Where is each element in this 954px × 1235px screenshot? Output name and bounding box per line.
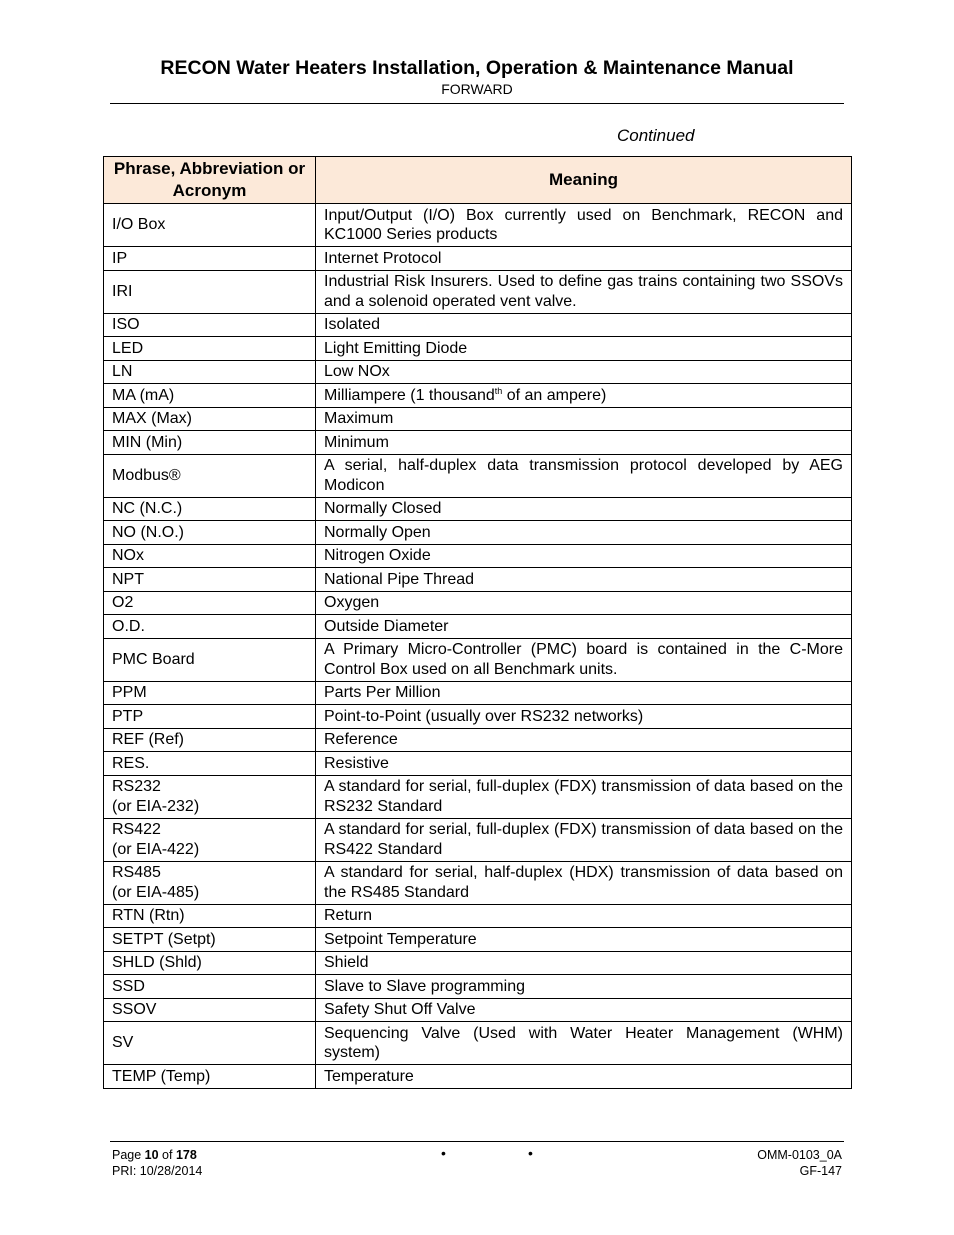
table-row — [104, 1022, 852, 1065]
meaning-cell — [316, 705, 852, 729]
meaning-cell — [316, 728, 852, 752]
meaning-text: Temperature — [324, 1067, 414, 1085]
term-text: NC (N.C.) — [112, 500, 183, 517]
table-row — [104, 951, 852, 975]
term-cell — [104, 775, 316, 818]
footer-bullet-left: • — [441, 1145, 446, 1161]
continued-label: Continued — [617, 126, 695, 145]
meaning-text: A standard for serial, full-duplex (FDX) transmission of data based on the RS422 Standard — [324, 821, 843, 858]
term-text: O.D. — [112, 617, 145, 635]
term-text: PMC Board — [112, 650, 195, 668]
meaning-cell — [316, 615, 852, 639]
table-row — [104, 818, 852, 861]
term-cell — [104, 247, 316, 271]
term-cell — [104, 337, 316, 361]
term-cell — [104, 615, 316, 639]
meaning-cell — [316, 752, 852, 776]
table-row — [104, 1065, 852, 1089]
term-text: RS232 — [112, 778, 161, 795]
document-title: RECON Water Heaters Installation, Operation & Maintenance Manual — [160, 57, 794, 79]
term-cell — [104, 681, 316, 705]
table-row — [104, 681, 852, 705]
meaning-text: Safety Shut Off Valve — [324, 1001, 476, 1018]
term-text: SSOV — [112, 1001, 157, 1018]
footer-right — [757, 1147, 842, 1179]
table-row — [104, 360, 852, 384]
meaning-text: Reference — [324, 731, 398, 748]
table-row — [104, 337, 852, 361]
term-text: NOx — [112, 547, 144, 564]
term-text: PTP — [112, 707, 144, 725]
term-alias-text: (or EIA-485) — [112, 883, 200, 901]
table-row — [104, 270, 852, 313]
table-row — [104, 861, 852, 904]
pri-date: PRI: 10/28/2014 — [112, 1164, 203, 1178]
term-cell — [104, 521, 316, 545]
table-row — [104, 998, 852, 1022]
meaning-cell — [316, 818, 852, 861]
term-text: O2 — [112, 594, 134, 611]
meaning-cell — [316, 638, 852, 681]
term-cell — [104, 904, 316, 928]
meaning-text: Resistive — [324, 754, 389, 772]
meaning-cell — [316, 975, 852, 999]
term-text: SHLD (Shld) — [112, 954, 202, 971]
term-text: MIN (Min) — [112, 433, 183, 451]
footer-divider — [110, 1141, 844, 1142]
term-cell — [104, 638, 316, 681]
term-text: MAX (Max) — [112, 410, 192, 427]
meaning-text: A serial, half-duplex data transmission protocol developed by AEG Modicon — [324, 457, 843, 494]
table-row — [104, 313, 852, 337]
term-cell — [104, 861, 316, 904]
page-total: 178 — [175, 1148, 197, 1162]
term-cell — [104, 752, 316, 776]
table-row — [104, 975, 852, 999]
term-text: RTN (Rtn) — [112, 907, 185, 924]
meaning-text: Light Emitting Diode — [324, 339, 468, 357]
meaning-cell — [316, 1065, 852, 1089]
meaning-text: Point-to-Point (usually over RS232 networks) — [324, 707, 644, 725]
table-row — [104, 407, 852, 431]
meaning-text: Minimum — [324, 433, 389, 451]
meaning-text: Maximum — [324, 410, 394, 427]
meaning-cell — [316, 431, 852, 455]
term-cell — [104, 951, 316, 975]
meaning-text-continued: of an ampere) — [502, 386, 607, 404]
term-alias-text: (or EIA-232) — [112, 797, 200, 815]
meaning-text: Industrial Risk Insurers. Used to define gas trains containing two SSOVs and a solenoid operated vent valve. — [324, 273, 843, 310]
meaning-text: Normally Closed — [324, 500, 442, 517]
term-text: RS422 — [112, 821, 161, 838]
term-cell — [104, 975, 316, 999]
term-cell — [104, 1022, 316, 1065]
term-text: I/O Box — [112, 216, 166, 234]
meaning-cell — [316, 204, 852, 247]
meaning-cell — [316, 681, 852, 705]
term-text: RS485 — [112, 864, 161, 881]
table-row — [104, 568, 852, 592]
column-header-meaning: Meaning — [316, 157, 852, 204]
meaning-cell — [316, 247, 852, 271]
meaning-text: Isolated — [324, 316, 381, 333]
document-number: OMM-0103_0A — [757, 1148, 842, 1162]
meaning-text: Low NOx — [324, 363, 390, 380]
table-row — [104, 431, 852, 455]
term-cell — [104, 728, 316, 752]
term-cell — [104, 544, 316, 568]
term-text: Modbus® — [112, 466, 181, 484]
table-row — [104, 928, 852, 952]
term-text: PPM — [112, 684, 147, 701]
meaning-cell — [316, 775, 852, 818]
glossary-body — [104, 204, 852, 1089]
term-cell — [104, 313, 316, 337]
form-number: GF-147 — [799, 1164, 842, 1178]
table-row — [104, 591, 852, 615]
term-cell — [104, 818, 316, 861]
page-prefix: Page — [112, 1148, 145, 1162]
meaning-cell — [316, 861, 852, 904]
meaning-text: Milliampere (1 thousand — [324, 386, 495, 404]
term-text: LED — [112, 339, 144, 357]
table-row — [104, 904, 852, 928]
term-text: TEMP (Temp) — [112, 1067, 211, 1085]
term-text: REF (Ref) — [112, 731, 184, 748]
page-header — [110, 56, 844, 98]
term-cell — [104, 204, 316, 247]
footer-left — [112, 1147, 202, 1179]
term-text: SETPT (Setpt) — [112, 930, 216, 948]
meaning-cell — [316, 313, 852, 337]
term-cell — [104, 454, 316, 497]
meaning-cell — [316, 904, 852, 928]
meaning-text: Setpoint Temperature — [324, 930, 477, 948]
meaning-text: A standard for serial, half-duplex (HDX) transmission of data based on the RS485 Standard — [324, 864, 843, 901]
column-header-term: Phrase, Abbreviation or Acronym — [104, 157, 316, 204]
meaning-text: Sequencing Valve (Used with Water Heater Management (WHM) system) — [324, 1024, 843, 1061]
page-indicator — [112, 1147, 202, 1163]
term-cell — [104, 705, 316, 729]
term-text: NO (N.O.) — [112, 523, 184, 541]
term-alias-text: (or EIA-422) — [112, 840, 200, 858]
term-cell — [104, 360, 316, 384]
term-cell — [104, 431, 316, 455]
glossary-table — [103, 156, 852, 1089]
meaning-cell — [316, 360, 852, 384]
term-text: IRI — [112, 282, 133, 300]
table-row — [104, 775, 852, 818]
meaning-cell — [316, 998, 852, 1022]
footer-bullet-right: • — [528, 1145, 533, 1161]
header-divider — [110, 103, 844, 104]
meaning-text: Input/Output (I/O) Box currently used on Benchmark, RECON and KC1000 Series products — [324, 206, 843, 243]
term-cell — [104, 497, 316, 521]
term-cell — [104, 384, 316, 408]
meaning-text: Return — [324, 907, 373, 924]
term-text: LN — [112, 363, 133, 380]
table-row — [104, 247, 852, 271]
page-of: of — [158, 1148, 176, 1162]
meaning-text: Slave to Slave programming — [324, 977, 525, 995]
meaning-text: Nitrogen Oxide — [324, 547, 431, 564]
meaning-cell — [316, 591, 852, 615]
table-row — [104, 544, 852, 568]
meaning-cell — [316, 951, 852, 975]
meaning-cell — [316, 497, 852, 521]
section-name: FORWARD — [441, 81, 513, 97]
meaning-cell — [316, 407, 852, 431]
meaning-cell — [316, 568, 852, 592]
term-cell — [104, 591, 316, 615]
table-row — [104, 384, 852, 408]
table-header-row — [104, 157, 852, 204]
meaning-cell — [316, 270, 852, 313]
term-cell — [104, 568, 316, 592]
term-text: IP — [112, 249, 128, 267]
term-cell — [104, 407, 316, 431]
term-cell — [104, 1065, 316, 1089]
term-text: MA (mA) — [112, 386, 175, 404]
term-cell — [104, 928, 316, 952]
table-row — [104, 752, 852, 776]
meaning-cell — [316, 544, 852, 568]
meaning-superscript: th — [494, 385, 503, 396]
term-text: NPT — [112, 570, 144, 588]
page-number: 10 — [144, 1148, 159, 1162]
term-cell — [104, 270, 316, 313]
term-text: RES. — [112, 754, 150, 772]
meaning-text: A Primary Micro-Controller (PMC) board is contained in the C-More Control Box used on all Benchmark units. — [324, 641, 843, 678]
meaning-text: Outside Diameter — [324, 617, 449, 635]
meaning-text: A standard for serial, full-duplex (FDX) transmission of data based on the RS232 Standard — [324, 778, 843, 815]
table-row — [104, 728, 852, 752]
meaning-text: Normally Open — [324, 523, 431, 541]
meaning-cell — [316, 1022, 852, 1065]
term-text: SSD — [112, 977, 145, 995]
meaning-text: Shield — [324, 954, 369, 971]
meaning-cell — [316, 454, 852, 497]
term-text: ISO — [112, 316, 140, 333]
meaning-cell — [316, 384, 852, 408]
meaning-cell — [316, 521, 852, 545]
table-row — [104, 204, 852, 247]
meaning-text: National Pipe Thread — [324, 570, 475, 588]
term-cell — [104, 998, 316, 1022]
table-row — [104, 638, 852, 681]
table-row — [104, 705, 852, 729]
meaning-cell — [316, 928, 852, 952]
term-text: SV — [112, 1034, 134, 1052]
meaning-cell — [316, 337, 852, 361]
table-row — [104, 454, 852, 497]
table-row — [104, 497, 852, 521]
meaning-text: Oxygen — [324, 594, 380, 611]
table-row — [104, 615, 852, 639]
table-row — [104, 521, 852, 545]
meaning-text: Parts Per Million — [324, 684, 441, 701]
meaning-text: Internet Protocol — [324, 249, 442, 267]
